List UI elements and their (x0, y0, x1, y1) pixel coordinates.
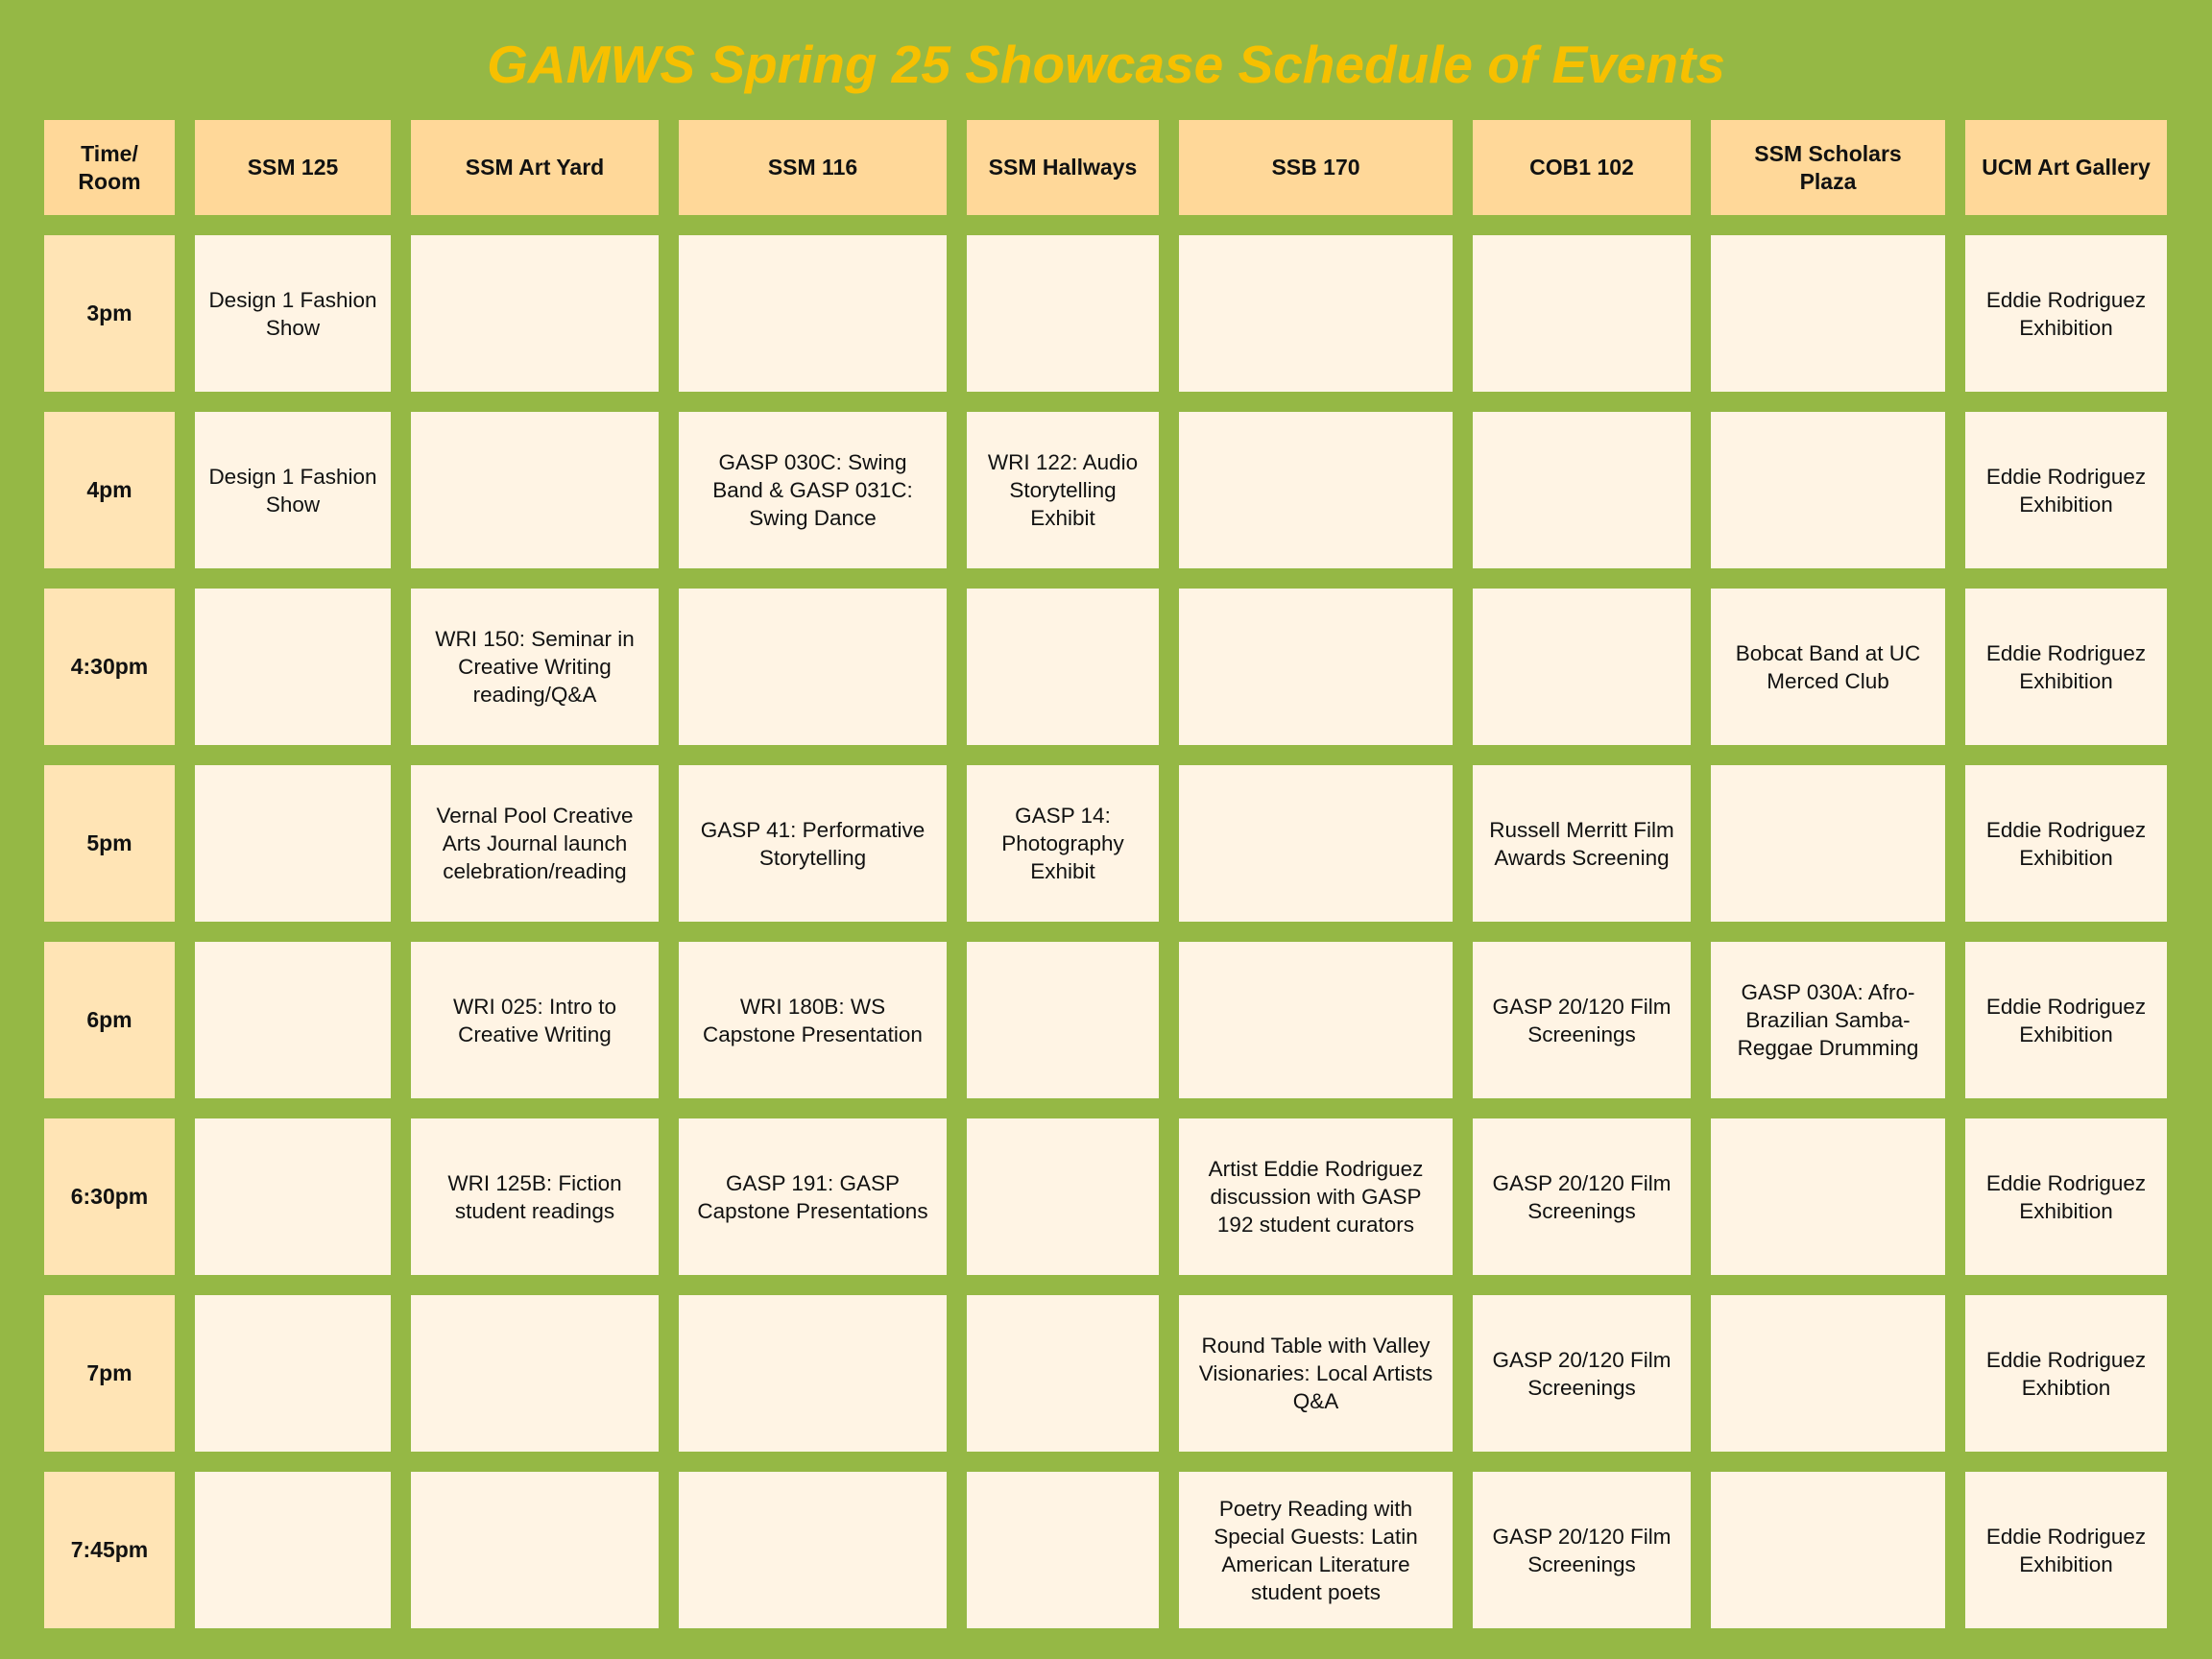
time-slot-4pm-text: 4pm (86, 477, 132, 502)
time-slot-5pm-text: 5pm (86, 830, 132, 855)
empty-cell (1711, 235, 1945, 392)
empty-cell (1179, 412, 1453, 568)
room-header-ssm-scholars-plaza (1711, 120, 1945, 215)
event-cell-text: Vernal Pool Creative Arts Journal launch celebration/reading (436, 804, 634, 883)
event-cell (967, 412, 1159, 568)
event-cell (195, 235, 391, 392)
room-header-cob1-102 (1473, 120, 1691, 215)
time-slot-6pm-text: 6pm (86, 1007, 132, 1032)
event-cell-text: Artist Eddie Rodriguez discussion with GASP 192 student curators (1208, 1157, 1424, 1237)
event-cell-text: GASP 14: Photography Exhibit (1001, 804, 1124, 883)
time-slot-5pm (44, 765, 175, 922)
room-header-ssm-art-yard (411, 120, 659, 215)
event-cell (1473, 765, 1691, 922)
event-cell (1965, 235, 2167, 392)
time-slot-4-30pm (44, 589, 175, 745)
event-cell-text: WRI 025: Intro to Creative Writing (452, 994, 617, 1046)
time-slot-6pm (44, 942, 175, 1098)
empty-cell (967, 235, 1159, 392)
room-header-ssm-116 (679, 120, 947, 215)
room-header-ssm-125 (195, 120, 391, 215)
room-header-ssm-hallways (967, 120, 1159, 215)
event-cell (1179, 1472, 1453, 1628)
empty-cell (411, 412, 659, 568)
empty-cell (679, 1295, 947, 1452)
time-slot-7pm-text: 7pm (86, 1360, 132, 1385)
event-cell-text: GASP 20/120 Film Screenings (1492, 1347, 1671, 1400)
room-header-ssb-170 (1179, 120, 1453, 215)
room-header-ssb-170-text: SSB 170 (1271, 155, 1360, 180)
empty-cell (1711, 1472, 1945, 1628)
time-slot-7pm (44, 1295, 175, 1452)
event-cell-text: GASP 20/120 Film Screenings (1492, 1170, 1671, 1223)
empty-cell (1179, 235, 1453, 392)
event-cell (1965, 765, 2167, 922)
event-cell-text: GASP 20/120 Film Screenings (1492, 1524, 1671, 1576)
event-cell-text: Eddie Rodriguez Exhibtion (1985, 1347, 2147, 1400)
room-header-ssm-125-text: SSM 125 (247, 155, 339, 180)
event-cell-text: GASP 41: Performative Storytelling (700, 817, 926, 870)
empty-cell (967, 1295, 1159, 1452)
event-cell (411, 942, 659, 1098)
empty-cell (1473, 235, 1691, 392)
event-cell (1473, 1472, 1691, 1628)
empty-cell (1473, 412, 1691, 568)
empty-cell (195, 942, 391, 1098)
event-cell (1179, 1295, 1453, 1452)
room-header-ucm-art-gallery (1965, 120, 2167, 215)
event-cell-text: WRI 180B: WS Capstone Presentation (703, 994, 923, 1046)
empty-cell (967, 942, 1159, 1098)
time-slot-3pm (44, 235, 175, 392)
event-cell (411, 1118, 659, 1275)
empty-cell (1711, 1118, 1945, 1275)
empty-cell (679, 1472, 947, 1628)
empty-cell (411, 1295, 659, 1452)
empty-cell (967, 1472, 1159, 1628)
event-cell (1711, 942, 1945, 1098)
empty-cell (967, 589, 1159, 745)
event-cell (411, 589, 659, 745)
time-slot-7-45pm (44, 1472, 175, 1628)
room-header-ssm-scholars-plaza-text: SSM Scholars Plaza (1754, 140, 1902, 194)
event-cell-text: GASP 030C: Swing Band & GASP 031C: Swing Dance (712, 450, 913, 530)
corner-header (44, 120, 175, 215)
empty-cell (195, 1472, 391, 1628)
event-cell (1711, 589, 1945, 745)
empty-cell (1711, 1295, 1945, 1452)
empty-cell (411, 235, 659, 392)
event-cell-text: WRI 125B: Fiction student readings (447, 1170, 622, 1223)
empty-cell (195, 1295, 391, 1452)
empty-cell (195, 589, 391, 745)
room-header-ssm-hallways-text: SSM Hallways (988, 155, 1138, 180)
time-slot-4pm (44, 412, 175, 568)
time-slot-6-30pm-text: 6:30pm (70, 1184, 149, 1209)
event-cell (195, 412, 391, 568)
event-cell-text: Design 1 Fashion Show (208, 464, 377, 517)
event-cell-text: GASP 030A: Afro-Brazilian Samba-Reggae Drumming (1737, 980, 1919, 1060)
empty-cell (1179, 765, 1453, 922)
time-slot-7-45pm-text: 7:45pm (70, 1537, 149, 1562)
room-header-ucm-art-gallery-text: UCM Art Gallery (1982, 155, 2151, 180)
event-cell (411, 765, 659, 922)
event-cell (679, 412, 947, 568)
event-cell (1473, 1295, 1691, 1452)
room-header-ssm-116-text: SSM 116 (767, 155, 858, 180)
room-header-ssm-art-yard-text: SSM Art Yard (465, 155, 605, 180)
empty-cell (1711, 412, 1945, 568)
empty-cell (1179, 589, 1453, 745)
event-cell-text: Eddie Rodriguez Exhibition (1985, 994, 2147, 1046)
empty-cell (195, 765, 391, 922)
event-cell (967, 765, 1159, 922)
empty-cell (1711, 765, 1945, 922)
event-cell-text: WRI 150: Seminar in Creative Writing reading/Q&A (435, 627, 635, 707)
event-cell-text: Russell Merritt Film Awards Screening (1489, 817, 1674, 870)
time-slot-6-30pm (44, 1118, 175, 1275)
empty-cell (679, 589, 947, 745)
empty-cell (411, 1472, 659, 1628)
event-cell (1965, 589, 2167, 745)
event-cell (1965, 1295, 2167, 1452)
event-cell (1179, 1118, 1453, 1275)
event-cell-text: Eddie Rodriguez Exhibition (1985, 1524, 2147, 1576)
event-cell (679, 942, 947, 1098)
event-cell-text: WRI 122: Audio Storytelling Exhibit (987, 450, 1139, 530)
empty-cell (1473, 589, 1691, 745)
event-cell (679, 1118, 947, 1275)
event-cell (1473, 942, 1691, 1098)
time-slot-4-30pm-text: 4:30pm (70, 654, 149, 679)
event-cell-text: Eddie Rodriguez Exhibition (1985, 1170, 2147, 1223)
event-cell (679, 765, 947, 922)
event-cell (1965, 942, 2167, 1098)
event-cell-text: Eddie Rodriguez Exhibition (1985, 640, 2147, 693)
event-cell-text: Bobcat Band at UC Merced Club (1735, 640, 1921, 693)
room-header-cob1-102-text: COB1 102 (1529, 155, 1634, 180)
event-cell (1473, 1118, 1691, 1275)
time-slot-3pm-text: 3pm (86, 301, 132, 325)
event-cell-text: GASP 191: GASP Capstone Presentations (697, 1170, 928, 1223)
event-cell (1965, 1118, 2167, 1275)
event-cell-text: Poetry Reading with Special Guests: Latin American Literature student poets (1214, 1496, 1418, 1604)
empty-cell (967, 1118, 1159, 1275)
corner-header-text: Time/ Room (78, 140, 141, 194)
page-title: GAMWS Spring 25 Showcase Schedule of Events (487, 35, 1725, 94)
event-cell (1965, 412, 2167, 568)
event-cell-text: GASP 20/120 Film Screenings (1492, 994, 1671, 1046)
event-cell-text: Round Table with Valley Visionaries: Local Artists Q&A (1198, 1334, 1433, 1413)
empty-cell (1179, 942, 1453, 1098)
empty-cell (679, 235, 947, 392)
event-cell-text: Eddie Rodriguez Exhibition (1985, 287, 2147, 340)
event-cell-text: Eddie Rodriguez Exhibition (1985, 817, 2147, 870)
event-cell (1965, 1472, 2167, 1628)
event-cell-text: Eddie Rodriguez Exhibition (1985, 464, 2147, 517)
empty-cell (195, 1118, 391, 1275)
event-cell-text: Design 1 Fashion Show (208, 287, 377, 340)
